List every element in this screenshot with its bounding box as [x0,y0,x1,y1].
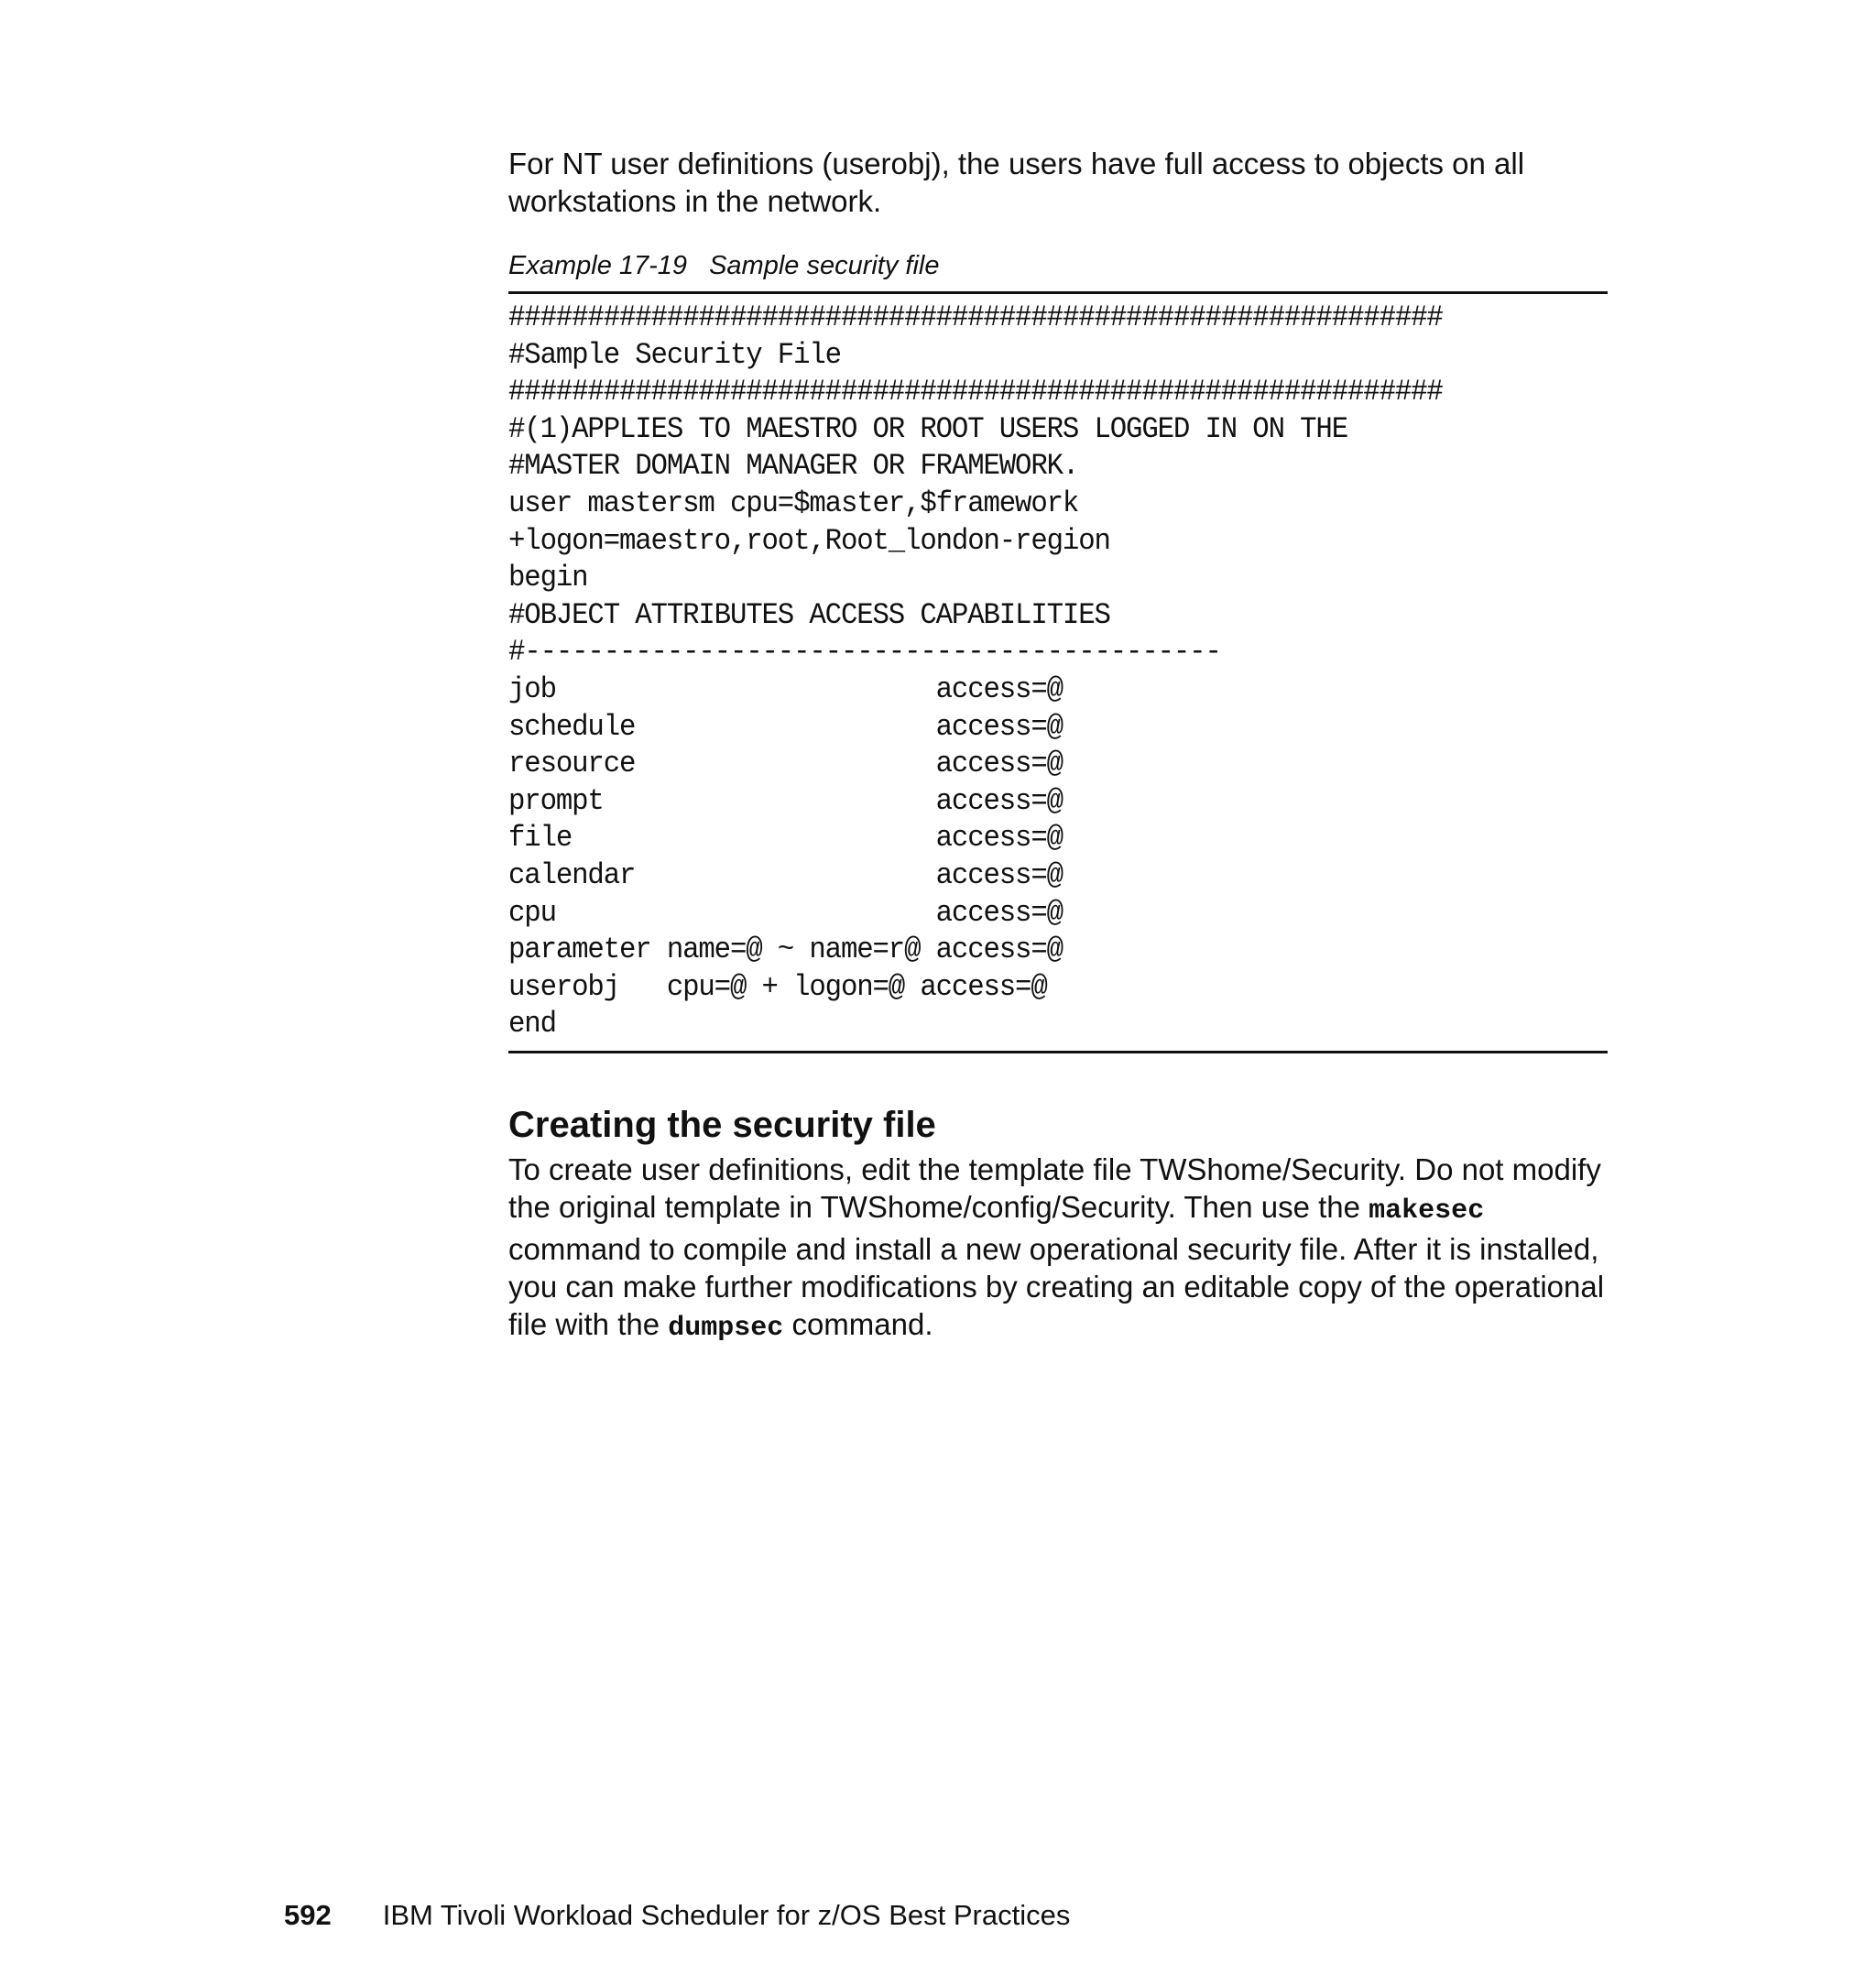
example-title: Sample security file [709,251,940,280]
code-line: ########################################################### [508,300,1443,334]
code-block [508,294,1608,1053]
code-line: #(1)APPLIES TO MAESTRO OR ROOT USERS LOGGED IN ON THE [508,411,1348,446]
section-text: command to compile and install a new operational security file. After it is installed, you can make further modifications by creating an editable copy of the operational file with the [508,1231,1605,1341]
code-line: #MASTER DOMAIN MANAGER OR FRAMEWORK. [508,449,1079,484]
page-footer [284,1898,1070,1933]
code-line: schedule access=@ [508,709,1063,744]
section-paragraph [508,1151,1608,1348]
code-line: userobj cpu=@ + logon=@ access=@ [508,969,1047,1004]
code-line: file access=@ [508,821,1063,856]
code-line: ########################################################### [508,375,1443,409]
example-caption [508,249,1608,294]
intro-paragraph: For NT user definitions (userobj), the users have full access to objects on all workstations in the network. [508,147,1525,218]
section-heading: Creating the security file [508,1104,936,1145]
section-text: command. [783,1306,933,1341]
makesec-command: makesec [1369,1195,1485,1227]
code-line: resource access=@ [508,747,1063,781]
code-line: #OBJECT ATTRIBUTES ACCESS CAPABILITIES [508,597,1110,632]
page-content [508,145,1608,1348]
code-line: parameter name=@ ~ name=r@ access=@ [508,933,1063,967]
code-line: job access=@ [508,671,1063,706]
code-line: prompt access=@ [508,783,1063,818]
code-line: end [508,1007,556,1042]
book-title: IBM Tivoli Workload Scheduler for z/OS Best Practices [382,1899,1071,1931]
code-line: calendar access=@ [508,857,1063,892]
code-line: #-------------------------------------------- [508,635,1221,670]
example-number: Example 17-19 [508,251,688,280]
dumpsec-command: dumpsec [668,1312,784,1344]
page-number: 592 [284,1899,332,1931]
code-line: user mastersm cpu=$master,$framework [508,486,1079,520]
code-line: +logon=maestro,root,Root_london-region [508,523,1110,558]
section-text: To create user definitions, edit the template file TWShome/Security. Do not modify the original template in TWShome/config/Security. Then use the [508,1151,1601,1224]
code-line: begin [508,561,588,595]
code-line: cpu access=@ [508,895,1063,930]
code-line: #Sample Security File [508,337,841,372]
